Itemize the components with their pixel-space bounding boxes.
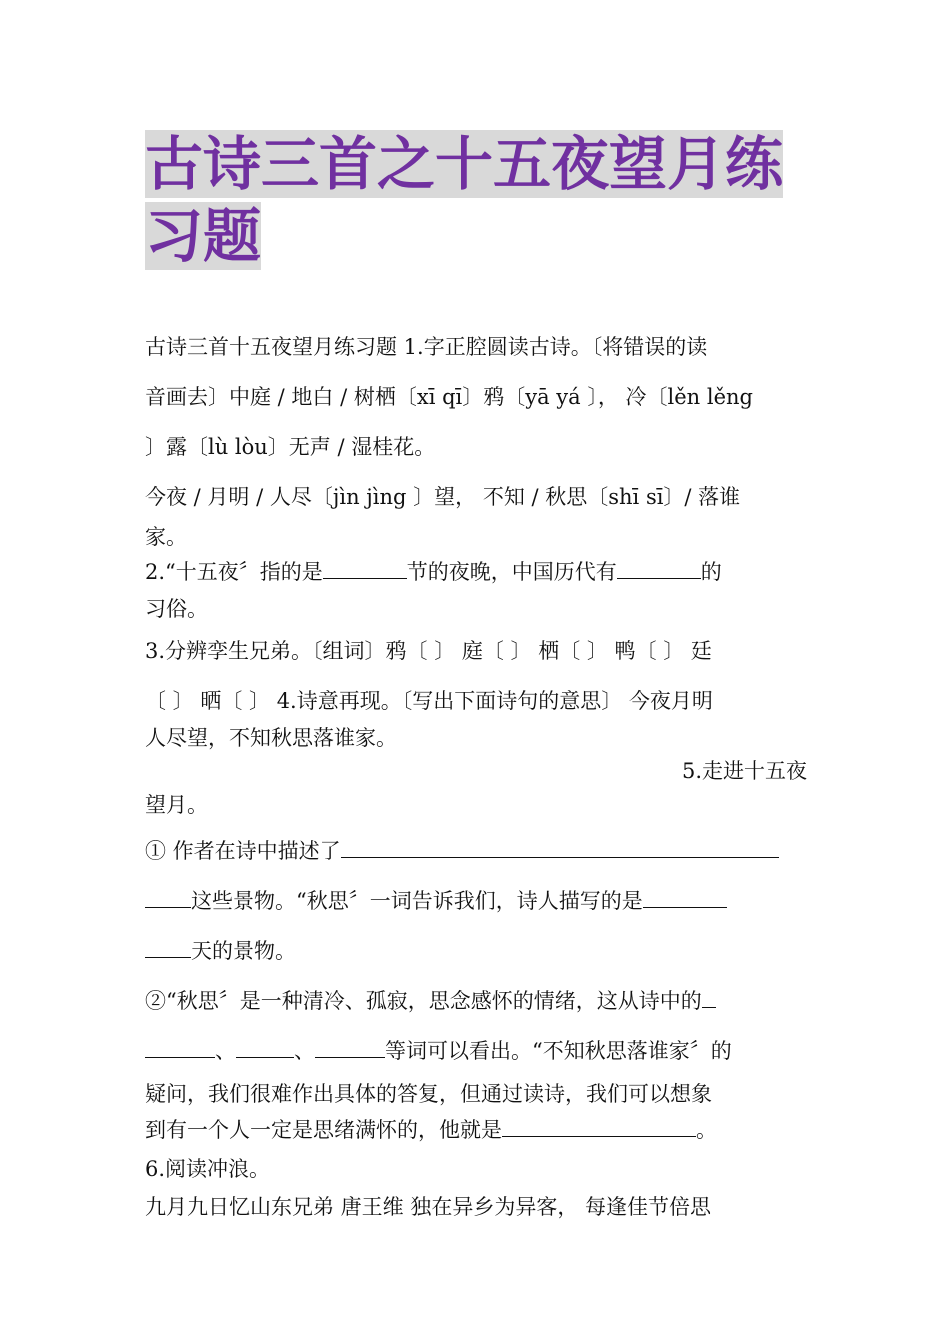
q3-line-1: 3.分辨孪生兄弟。〔组词〕鸦〔 〕 庭〔 〕 栖〔 〕 鸭〔 〕 廷 [145, 639, 712, 663]
c1-text-b: 这些景物。“秋思〞一词告诉我们，诗人描写的是 [191, 889, 643, 913]
question-5-part-2 [145, 976, 807, 1148]
question-2 [145, 553, 807, 627]
c1-text-a: ① 作者在诗中描述了 [145, 839, 341, 863]
blank-season-2[interactable] [145, 937, 191, 958]
c1-line-3 [145, 926, 807, 976]
c1-line-2 [145, 876, 807, 926]
q3-line-3: 人尽望，不知秋思落谁家。 [145, 726, 397, 750]
question-1-cont [145, 472, 807, 552]
q5-line-1: 5.走进十五夜 [681, 759, 807, 783]
blank-word-1a[interactable] [702, 987, 716, 1008]
q2-text-c: 的 [700, 560, 722, 584]
question-1 [145, 322, 807, 472]
q2-text-b: 节的夜晚，中国历代有 [406, 560, 617, 584]
c2-text-c: 到有一个人一定是思绪满怀的，他就是 [145, 1118, 502, 1142]
q6-line-1: 6.阅读冲浪。 [145, 1157, 271, 1181]
title-line-1: 古诗三首之十五夜望月练 [145, 130, 784, 198]
title-line-2: 习题 [145, 202, 262, 270]
q1-cont-line-2: 家。 [145, 525, 187, 549]
c2-line-2 [145, 1026, 807, 1076]
c1-text-c: 天的景物。 [191, 939, 296, 963]
q1-line-3: 〕露〔lù lòu〕无声 / 湿桂花。 [145, 435, 436, 459]
c2-line-1 [145, 976, 807, 1026]
q1-cont-line-1: 今夜 / 月明 / 人尽〔jìn jìng 〕望， 不知 / 秋思〔shī sī〕/ 落谁 [145, 485, 741, 509]
c2-line-3: 疑问，我们很难作出具体的答复，但通过读诗，我们可以想象 [145, 1082, 712, 1106]
q1-line-2: 音画去〕中庭 / 地白 / 树栖〔xī qī〕鸦〔yā yá 〕， 冷〔lěn lěng [145, 385, 753, 409]
q3-line-2: 〔 〕 晒〔 〕 4.诗意再现。〔写出下面诗句的意思〕 今夜月明 [145, 689, 713, 713]
c2-text-b: 等词可以看出。“不知秋思落谁家〞的 [385, 1039, 732, 1063]
q6-poem-line: 九月九日忆山东兄弟 唐王维 独在异乡为异客， 每逢佳节倍思 [145, 1195, 712, 1219]
blank-word-3[interactable] [315, 1037, 385, 1058]
blank-scenery-2[interactable] [145, 887, 191, 908]
blank-word-2[interactable] [236, 1037, 294, 1058]
q2-text-a: 2.“十五夜〞指的是 [145, 560, 323, 584]
blank-festival[interactable] [323, 558, 407, 579]
c2-line-4 [145, 1112, 807, 1148]
c2-text-d: 。 [696, 1118, 717, 1142]
blank-season-1[interactable] [643, 887, 727, 908]
q1-line-1: 古诗三首十五夜望月练习题 1.字正腔圆读古诗。〔将错误的读 [145, 335, 708, 359]
blank-person[interactable] [502, 1116, 696, 1137]
question-5-part-1 [145, 826, 807, 976]
q2-line-1 [145, 553, 807, 591]
question-6 [145, 1150, 807, 1226]
q5-line-2: 望月。 [145, 793, 208, 817]
question-3-4 [145, 626, 807, 750]
blank-word-1b[interactable] [145, 1037, 215, 1058]
c1-line-1 [145, 826, 807, 876]
q2-line-2: 习俗。 [145, 597, 208, 621]
question-5 [145, 752, 807, 820]
blank-scenery-1[interactable] [341, 837, 779, 858]
document-title-block [145, 128, 807, 272]
c2-sep-2: 、 [294, 1039, 315, 1063]
c2-sep-1: 、 [215, 1039, 236, 1063]
blank-custom[interactable] [617, 558, 701, 579]
document-title [145, 128, 807, 272]
c2-text-a: ②“秋思〞是一种清冷、孤寂，思念感怀的情绪，这从诗中的 [145, 989, 702, 1013]
